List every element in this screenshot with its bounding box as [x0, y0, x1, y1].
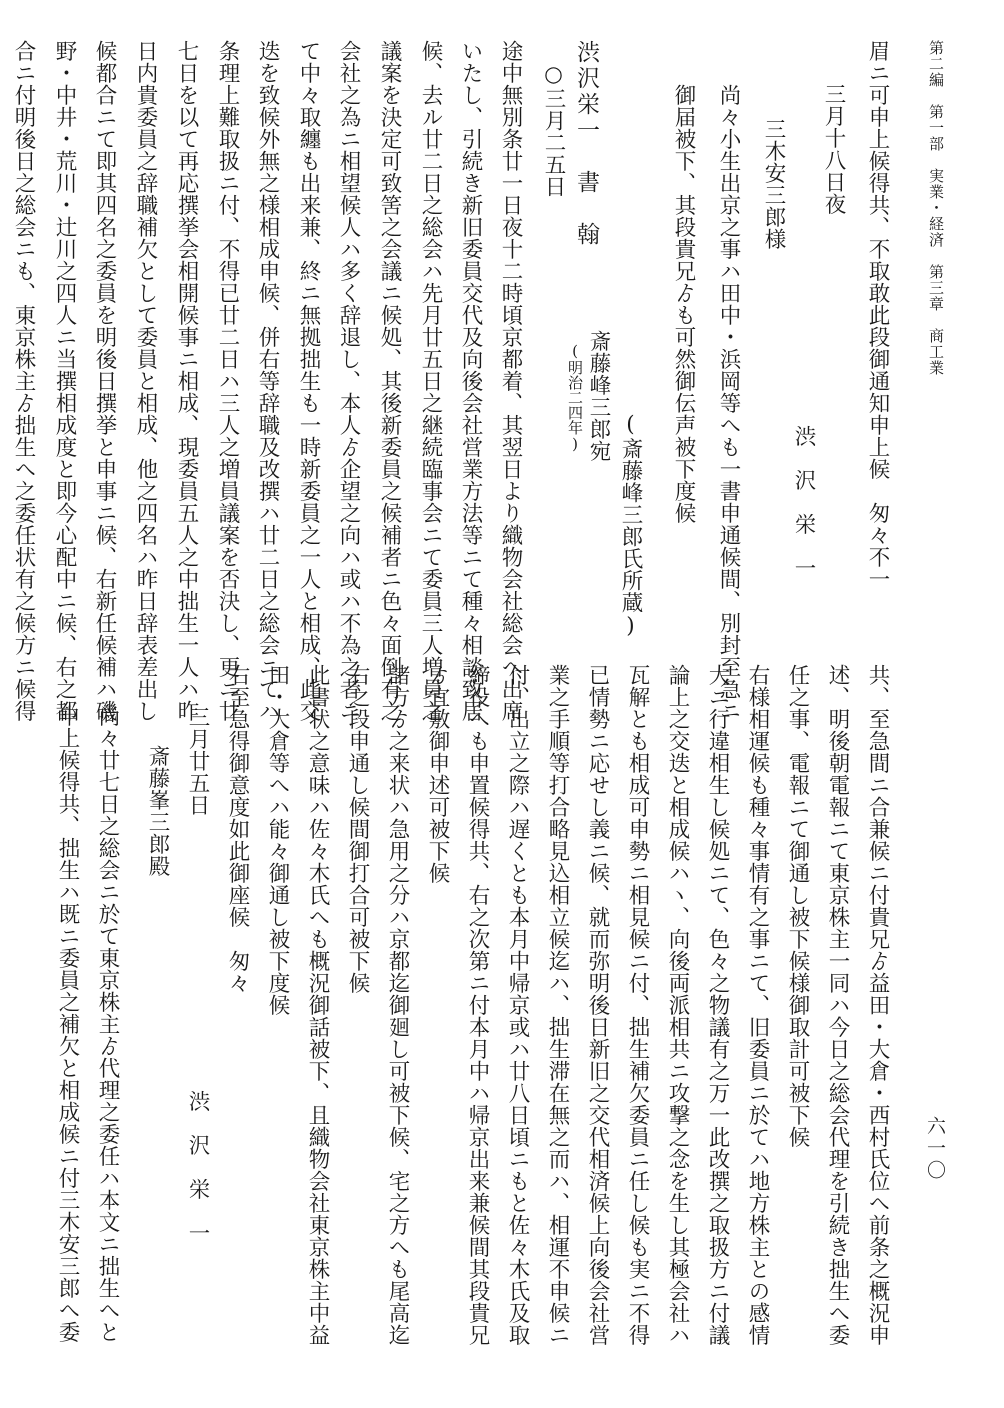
running-head: 第二編 第一部 実業・経済 第三章 商工業: [927, 40, 945, 376]
bottom-line-9: 業之手順等打合略見込相立候迄ハ、拙生滞在無之而ハ、相運不申候ニ: [545, 664, 570, 1346]
bottom-line-2: 述、明後朝電報ニて東京株主一同ハ今日之総会代理を引続き拙生へ委: [825, 664, 850, 1346]
body-line-4: 議案を決定可致筈之会議ニ候処、其後新委員之候補者ニ色々面倒有之: [377, 40, 402, 722]
bottom-line-15: 此書状之意味ハ佐々木氏へも概況御話被下、且織物会社東京株主中益: [305, 664, 330, 1346]
body-line-13: 合ニ付明後日之総会ニも、東京株主ゟ拙生へ之委任状有之候方ニ候得: [11, 40, 36, 722]
source-note: (斎藤峰三郎氏所蔵): [618, 412, 643, 639]
letter-date: ○三月二五日: [541, 62, 566, 198]
section-title: 渋沢栄一 書 翰: [573, 40, 599, 248]
bottom-line-12: ゟ宜敷御申述可被下候: [425, 664, 450, 884]
body-line-10: 日内貴委員之辞職補欠として委員と相成、他之四名ハ昨日辞表差出し: [133, 40, 158, 722]
bottom-line-4: 右様相運候も種々事情有之事ニて、旧委員ニ於てハ地方株主との感情: [745, 664, 770, 1346]
body-line-5: 会社之為ニ相望候人ハ多く辞退し、本人ゟ企望之向ハ或ハ不為之者ニ: [336, 40, 361, 722]
bottom-line-3: 任之事、電報ニて御通し被下候様御取計可被下候: [785, 664, 810, 1148]
bottom-line-1: 共、至急間ニ合兼候ニ付貴兄ゟ益田・大倉・西村氏位へ前条之概況申: [865, 664, 890, 1346]
postscript-line-1: 尚々小生出京之事ハ田中・浜岡等へも一書申通候間、別封至急ニ: [716, 84, 741, 722]
body-line-1: 途中無別条廿一日夜十二時頃京都着、其翌日より織物会社総会へ出席: [498, 40, 523, 722]
bottom-line-14: 右之段申通し候間御打合可被下候: [345, 664, 370, 994]
body-line-2: いたし、引続き新旧委員交代及向後会社営業方法等ニて種々相談致居: [458, 40, 483, 722]
body-line-6: て中々取纏も出来兼、終ニ無拠拙生も一時新委員之一人と相成、此交: [296, 40, 321, 722]
top-line-1: 眉ニ可申上候得共、不取敢此段御通知申上候 匆々不一: [865, 40, 890, 590]
year-note: (明治二四年): [566, 342, 584, 453]
bottom-line-5: 大ニ行違相生し候処ニて、色々之物議有之万一此改撰之取扱方ニ付議: [705, 664, 730, 1346]
bottom-postscript-1: 尚々廿七日之総会ニ於て東京株主ゟ代理之委任ハ本文ニ拙生へと: [95, 705, 120, 1343]
bottom-line-11: 締役へも申置候得共、右之次第ニ付本月中ハ帰京出来兼候間其段貴兄: [465, 664, 490, 1346]
bottom-line-7: 瓦解とも相成可申勢ニ相見候ニ付、拙生補欠委員ニ任し候も実ニ不得: [625, 664, 650, 1346]
body-line-12: 野・中井・荒川・辻川之四人ニ当撰相成度と即今心配中ニ候、右之都: [52, 40, 77, 722]
bottom-line-13: 諸方ゟ之来状ハ急用之分ハ京都迄御廻し可被下候、宅之方へも尾高迄: [385, 664, 410, 1346]
bottom-line-6: 論上之交迭と相成候ハヽ、向後両派相共ニ攻撃之念を生し其極会社ハ: [665, 664, 690, 1346]
body-line-8: 条理上難取扱ニ付、不得已廿二日ハ三人之増員議案を否決し、更ニ廿: [215, 40, 240, 722]
bottom-postscript-2: 申上候得共、拙生ハ既ニ委員之補欠と相成候ニ付三木安三郎へ委: [55, 705, 80, 1343]
bottom-addressee: 斎藤峯三郎殿: [145, 745, 170, 877]
body-line-11: 候都合ニて即其四名之委員を明後日撰挙と申事ニ候、右新任候補ハ磯: [92, 40, 117, 722]
body-line-7: 迭を致候外無之様相成申候、併右等辞職及改撰ハ廿二日之総会ニてハ: [255, 40, 280, 722]
bottom-signature: 渋 沢 栄 一: [185, 1090, 210, 1244]
postscript-line-2: 御届被下、其段貴兄ゟも可然御伝声被下度候: [671, 84, 696, 524]
bottom-date: 三月廿五日: [185, 706, 210, 816]
body-line-9: 七日を以て再応撰挙会相開候事ニ相成、現委員五人之中拙生一人ハ昨: [174, 40, 199, 722]
recipient-note: 斎藤峰三郎宛: [586, 330, 611, 462]
bottom-line-10: 付、出立之際ハ遅くとも本月中帰京或ハ廿八日頃ニもと佐々木氏及取: [505, 664, 530, 1346]
addressee: 三木安三郎様: [761, 118, 786, 250]
body-line-3: 候、去ル廿二日之総会ハ先月廿五日之継続臨事会ニて委員三人増員之: [418, 40, 443, 722]
bottom-line-16: 田・大倉等へハ能々御通し被下度候: [265, 664, 290, 1016]
bottom-line-17: 右至急得御意度如此御座候 匆々: [225, 664, 250, 994]
page-number: 六一〇: [924, 1116, 946, 1182]
date-line: 三月十八日夜: [821, 83, 846, 215]
signature: 渋 沢 栄 一: [791, 425, 816, 579]
bottom-line-8: 已情勢ニ応せし義ニ候、就而弥明後日新旧之交代相済候上向後会社営: [585, 664, 610, 1346]
